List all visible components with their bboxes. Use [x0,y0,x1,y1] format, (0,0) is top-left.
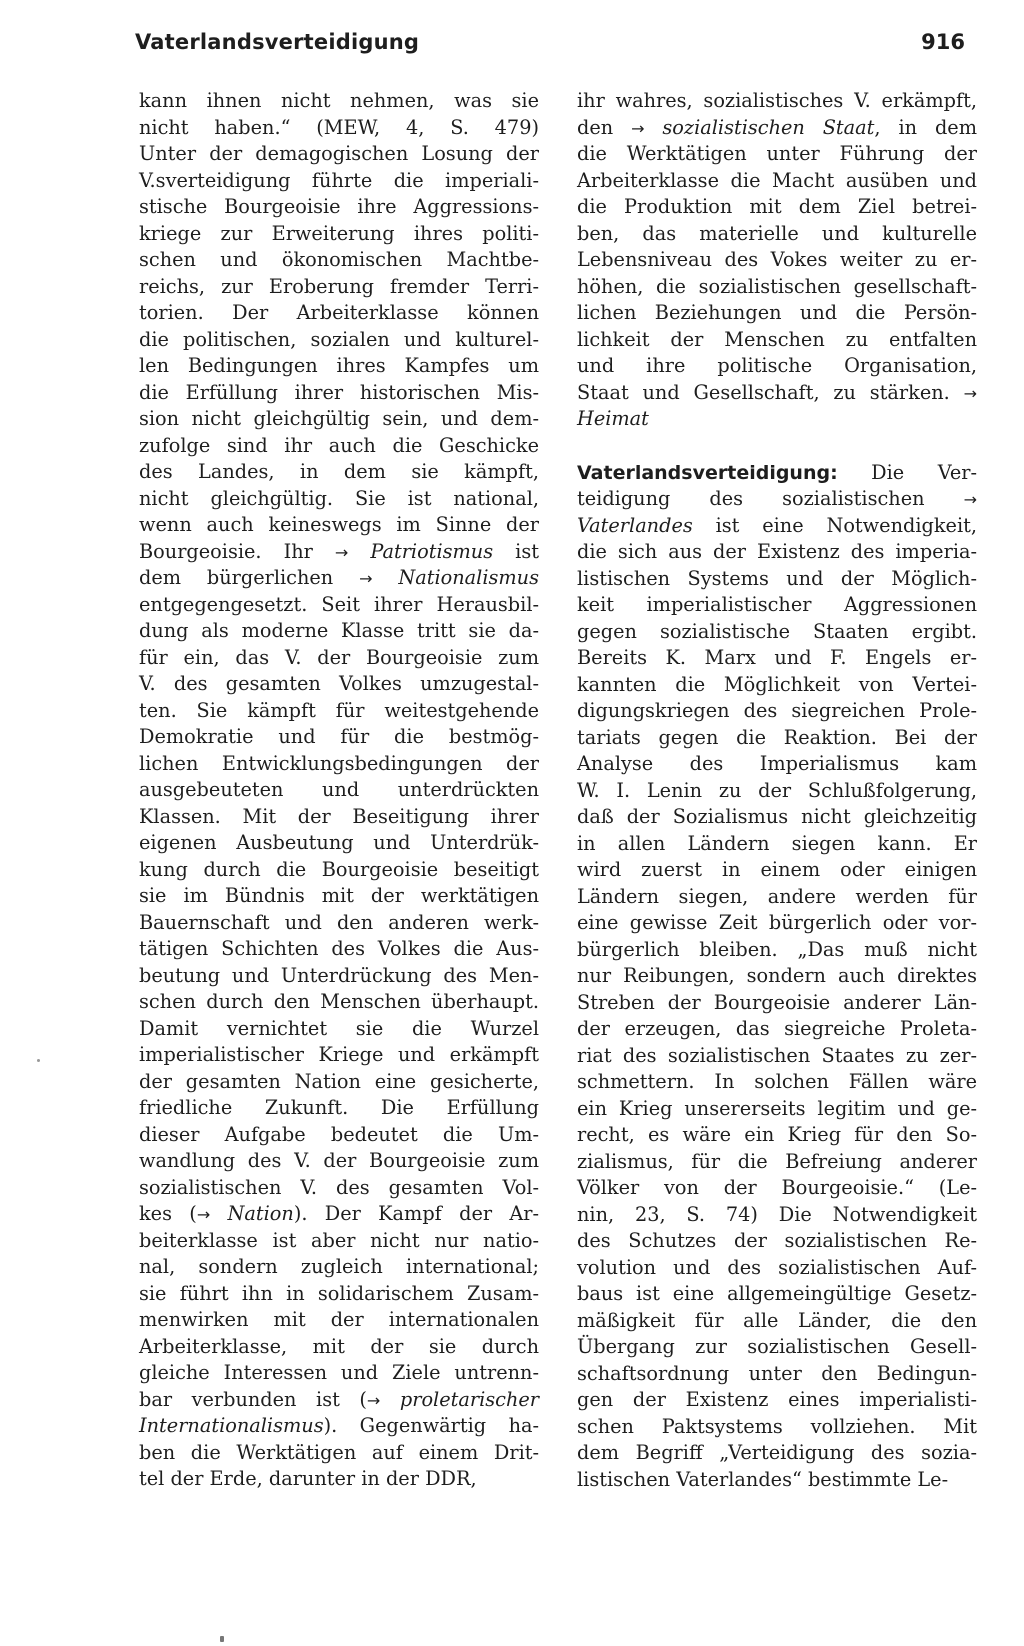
text-segment: sion nicht gleichgültig sein, und dem- [139,407,539,430]
page-number: 916 [921,30,965,54]
text-segment: Bourgeoisie. Ihr [139,539,335,563]
text-segment: len Bedingungen ihres Kampfes um [139,354,539,377]
cross-reference-term: Patriotismus [348,539,494,563]
text-line [139,1466,539,1493]
entry-headword: Vaterlandsverteidigung: [577,461,838,484]
text-line [577,115,977,142]
text-line [139,724,539,751]
text-segment: bürgerlich bleiben. „Das muß nicht [577,937,977,961]
text-segment: wird zuerst in einem oder einigen [577,858,977,881]
text-segment: kannten die Möglichkeit von Vertei- [577,672,977,696]
text-line [577,247,977,274]
text-segment: keit imperialistischer Aggressionen [577,593,977,616]
text-segment: die Erfüllung ihrer historischen Mis- [139,380,539,404]
text-line [139,1360,539,1387]
text-line [577,1334,977,1361]
text-line [139,857,539,884]
text-line [577,539,977,566]
text-segment: lichen Entwicklungsbedingungen der [139,751,539,775]
cross-reference-arrow-icon: → [631,118,645,138]
text-line [577,698,977,725]
text-segment: tariats gegen die Reaktion. Bei der [577,725,977,749]
text-segment: Bauernschaft und den anderen werk- [139,910,539,934]
cross-reference-term: sozialistischen Staat [644,115,875,139]
text-line [577,141,977,168]
text-line [139,804,539,831]
text-line [577,1255,977,1282]
cross-reference-term: Nation [210,1202,294,1225]
text-line [139,327,539,354]
text-line [577,327,977,354]
text-line [577,619,977,646]
text-line [577,1122,977,1149]
text-line [139,1042,539,1069]
text-line [139,380,539,407]
text-line [577,831,977,858]
text-line [577,751,977,778]
text-segment: wandlung des V. der Bourgeoisie zum [139,1149,539,1172]
cross-reference-arrow-icon: → [366,1390,381,1410]
text-line [577,1467,977,1494]
text-segment: zialismus, für die Befreiung anderer [577,1149,977,1173]
text-segment: recht, es wäre ein Krieg für den So- [577,1123,977,1146]
text-segment: riat des sozialistischen Staates zu zer- [577,1043,977,1067]
text-segment: Damit vernichtet sie die Wurzel [139,1016,539,1040]
text-segment: listischen Systems und der Möglich- [577,566,977,590]
text-line [139,1016,539,1043]
right-column [577,88,977,1493]
text-line [577,168,977,195]
text-line [577,566,977,593]
text-line [577,1361,977,1388]
text-line [139,936,539,963]
text-line [139,963,539,990]
text-line [577,1149,977,1176]
text-segment: dung als moderne Klasse tritt sie da- [139,619,539,642]
text-line [139,830,539,857]
text-segment: imperialistischer Kriege und erkämpft [139,1043,539,1066]
running-head: Vaterlandsverteidigung [135,30,420,54]
text-segment: wenn auch keineswegs im Sinne der [139,513,539,536]
text-segment: ben die Werktätigen auf einem Drit- [139,1440,539,1464]
text-line [577,804,977,831]
text-segment: bar verbunden ist ( [139,1387,367,1411]
text-line [577,1228,977,1255]
cross-reference-term: Nationalismus [372,566,539,589]
text-segment: Arbeiterklasse die Macht ausüben und [577,168,977,192]
text-line [139,406,539,433]
text-segment: ausgebeuteten und unterdrückten [139,778,539,801]
text-segment: ben, das materielle und kulturelle [577,221,977,245]
text-segment: teidigung des sozialistischen [577,487,964,510]
text-segment: gen der Existenz eines imperialisti- [577,1388,977,1411]
text-segment: Streben der Bourgeoisie anderer Län- [577,990,977,1014]
text-segment: , in dem [874,115,977,139]
text-line [577,1069,977,1096]
text-segment: der gesamten Nation eine gesicherte, [139,1069,539,1093]
text-segment: beiterklasse ist aber nicht nur natio- [139,1228,539,1252]
text-segment: ihr wahres, sozialistisches V. erkämpft, [577,89,977,112]
text-segment: beutung und Unterdrückung des Men- [139,963,539,987]
text-segment: tel der Erde, darunter in der DDR, [139,1467,477,1490]
cross-reference-arrow-icon: → [963,490,977,509]
text-segment: kes ( [139,1202,197,1225]
text-segment: Arbeiterklasse, mit der sie durch [139,1334,539,1358]
text-segment: eigenen Ausbeutung und Unterdrük- [139,831,539,854]
cross-reference-arrow-icon: → [196,1205,211,1224]
text-line [577,910,977,937]
text-segment: schmettern. In solchen Fällen wäre [577,1070,977,1093]
text-line [139,671,539,698]
text-segment: Klassen. Mit der Beseitigung ihrer [139,804,539,828]
text-segment: die sich aus der Existenz des imperia- [577,540,977,563]
text-line [577,1308,977,1335]
text-segment: und ihre politische Organisation, [577,354,977,377]
text-segment: ist eine Notwendigkeit, [692,513,977,537]
text-segment: ist [493,539,539,563]
text-line [577,460,977,487]
text-segment: listischen Vaterlandes“ bestimmte Le- [577,1467,949,1491]
text-line [139,1413,539,1440]
text-segment: Staat und Gesellschaft, zu stärken. [577,380,964,404]
cross-reference-term: proletarischer [380,1387,539,1411]
text-segment: Analyse des Imperialismus kam [577,752,977,775]
text-line [139,512,539,539]
text-line [577,406,977,433]
text-segment: höhen, die sozialistischen gesellschaft- [577,274,977,298]
text-segment: Die Ver- [837,460,977,484]
text-segment: stische Bourgeoisie ihre Aggressions- [139,195,539,218]
text-line [139,698,539,725]
text-line [577,990,977,1017]
text-segment: der erzeugen, das siegreiche Proleta- [577,1017,977,1040]
text-segment: menwirken mit der internationalen [139,1308,539,1331]
text-segment: dem Begriff „Verteidigung des sozia- [577,1441,977,1464]
text-line [139,777,539,804]
text-segment: sozialistischen V. des gesamten Vol- [139,1175,539,1199]
text-line [577,486,977,513]
text-line [577,1016,977,1043]
text-segment: V. des gesamten Volkes umzugestal- [139,672,539,695]
text-line [577,937,977,964]
text-segment: nin, 23, S. 74) Die Notwendigkeit [577,1202,977,1226]
text-segment: friedliche Zukunft. Die Erfüllung [139,1096,539,1119]
text-line [577,1202,977,1229]
text-line [139,433,539,460]
text-line [577,513,977,540]
text-line [577,592,977,619]
text-segment: sie führt ihn in solidarischem Zusam- [139,1281,539,1305]
text-line [139,1095,539,1122]
text-line [577,1043,977,1070]
text-line [139,1069,539,1096]
text-line [577,300,977,327]
text-line [577,1414,977,1441]
text-segment: nicht haben.“ (MEW, 4, S. 479) [139,115,539,139]
text-segment: die politischen, sozialen und kulturel- [139,327,539,351]
text-segment: schen Paktsystems vollziehen. Mit [577,1414,977,1438]
text-segment: lichkeit der Menschen zu entfalten [577,327,977,351]
text-line [139,1440,539,1467]
print-speck [37,1059,40,1062]
text-line [139,221,539,248]
text-segment: nal, sondern zugleich international; [139,1255,539,1278]
text-segment: des Landes, in dem sie kämpft, [139,460,539,483]
text-line [139,989,539,1016]
text-segment: baus ist eine allgemeingültige Gesetz- [577,1282,977,1305]
text-segment: dem bürgerlichen [139,566,360,589]
text-segment: schen und ökonomischen Machtbe- [139,248,539,271]
text-line [577,884,977,911]
text-segment: V.sverteidigung führte die imperiali- [139,168,539,192]
left-column [139,88,539,1493]
text-line [139,459,539,486]
text-line [139,1281,539,1308]
text-segment: eine gewisse Zeit bürgerlich oder vor- [577,911,977,934]
text-segment: W. I. Lenin zu der Schlußfolgerung, [577,778,977,802]
text-line [139,592,539,619]
paragraph-gap [577,433,977,460]
text-line [577,1175,977,1202]
text-segment: Lebensniveau des Vokes weiter zu er- [577,248,977,271]
text-line [139,1175,539,1202]
text-segment: digungskriegen des siegreichen Prole- [577,699,977,722]
text-segment: Unter der demagogischen Losung der [139,142,539,165]
text-segment: Völker von der Bourgeoisie.“ (Le- [577,1176,977,1199]
text-line [139,353,539,380]
cross-reference-arrow-icon: → [359,569,373,588]
text-line [139,115,539,142]
text-line [139,751,539,778]
text-line [577,221,977,248]
text-line [577,1281,977,1308]
text-line [139,1201,539,1228]
text-line [577,88,977,115]
print-speck [220,1636,224,1642]
text-segment: nur Reibungen, sondern auch direktes [577,964,977,987]
text-segment: volution und des sozialistischen Auf- [577,1255,977,1279]
text-segment: torien. Der Arbeiterklasse können [139,301,539,324]
text-segment: ). Gegenwärtig ha- [323,1414,539,1437]
text-segment: des Schutzes der sozialistischen Re- [577,1229,977,1252]
text-line [577,725,977,752]
text-segment: ). Der Kampf der Ar- [293,1202,540,1225]
text-segment: kung durch die Bourgeoisie beseitigt [139,857,539,881]
cross-reference-term: Heimat [577,407,649,430]
text-line [139,486,539,513]
text-line [577,1440,977,1467]
page-header [135,30,965,70]
text-line [139,1334,539,1361]
text-segment: dieser Aufgabe bedeutet die Um- [139,1122,539,1146]
text-segment: mäßigkeit für alle Länder, die den [577,1308,977,1332]
text-line [139,141,539,168]
text-line [139,1254,539,1281]
text-segment: nicht gleichgültig. Sie ist national, [139,486,539,510]
text-segment: die Werktätigen unter Führung der [577,142,977,165]
cross-reference-arrow-icon: → [963,383,977,403]
text-segment: für ein, das V. der Bourgeoisie zum [139,645,539,669]
text-segment: Bereits K. Marx und F. Engels er- [577,646,977,669]
text-segment: reichs, zur Eroberung fremder Terri- [139,274,539,298]
text-segment: Demokratie und für die bestmög- [139,725,539,748]
text-line [577,645,977,672]
text-line [139,618,539,645]
text-line [139,1228,539,1255]
text-segment: ten. Sie kämpft für weitestgehende [139,698,539,722]
text-segment: zufolge sind ihr auch die Geschicke [139,433,539,457]
text-segment: ein Krieg unsererseits legitim und ge- [577,1096,977,1120]
text-line [139,539,539,566]
text-line [139,88,539,115]
cross-reference-arrow-icon: → [334,542,349,562]
text-line [577,274,977,301]
text-line [139,883,539,910]
text-segment: Übergang zur sozialistischen Gesell- [577,1335,977,1358]
text-line [577,778,977,805]
text-segment: gegen sozialistische Staaten ergibt. [577,619,977,643]
text-line [139,247,539,274]
text-line [139,565,539,592]
text-segment: entgegengesetzt. Seit ihrer Herausbil- [139,592,539,616]
text-segment: Ländern siegen, andere werden für [577,884,977,908]
text-segment: gleiche Interessen und Ziele untrenn- [139,1361,539,1384]
text-segment: schaftsordnung unter den Bedingun- [577,1361,977,1385]
text-line [139,168,539,195]
text-line [139,274,539,301]
cross-reference-term: Internationalismus [139,1414,324,1437]
text-segment: den [577,115,632,139]
text-line [139,645,539,672]
text-line [139,1387,539,1414]
text-segment: schen durch den Menschen überhaupt. [139,990,539,1013]
text-segment: kriege zur Erweiterung ihres politi- [139,221,539,245]
text-line [577,963,977,990]
text-segment: tätigen Schichten des Volkes die Aus- [139,937,539,960]
text-line [139,300,539,327]
text-line [577,672,977,699]
text-line [139,194,539,221]
text-line [577,194,977,221]
text-line [577,380,977,407]
text-segment: in allen Ländern siegen kann. Er [577,831,977,855]
text-line [577,1387,977,1414]
text-segment: kann ihnen nicht nehmen, was sie [139,89,539,112]
text-line [139,910,539,937]
text-line [577,857,977,884]
text-line [139,1148,539,1175]
text-line [577,353,977,380]
cross-reference-term: Vaterlandes [577,513,693,537]
text-segment: sie im Bündnis mit der werktätigen [139,884,539,907]
text-segment: lichen Beziehungen und die Persön- [577,301,977,324]
text-segment: die Produktion mit dem Ziel betrei- [577,195,977,218]
text-line [139,1122,539,1149]
text-segment: daß der Sozialismus nicht gleichzeitig [577,805,977,828]
text-line [139,1307,539,1334]
text-line [577,1096,977,1123]
